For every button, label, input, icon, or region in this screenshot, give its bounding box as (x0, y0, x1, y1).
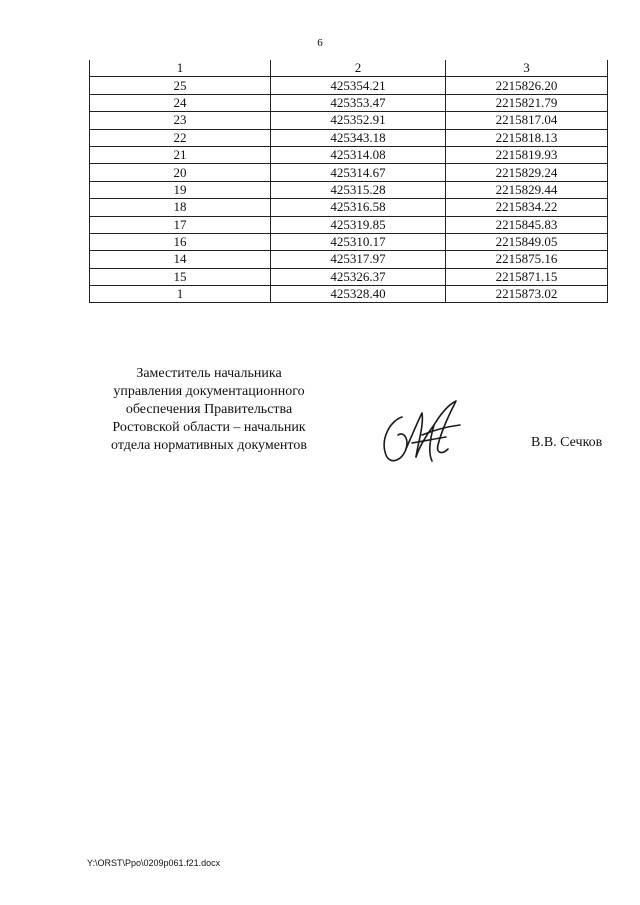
position-line: обеспечения Правительства (125, 402, 293, 417)
point-number-cell: 25 (90, 77, 271, 94)
point-number-cell: 16 (90, 233, 271, 250)
table-row (90, 233, 608, 250)
y-coordinate-cell: 2215817.04 (446, 112, 608, 129)
point-number-cell: 17 (90, 216, 271, 233)
signatory-position (84, 365, 334, 455)
x-coordinate-cell: 425314.67 (271, 164, 446, 181)
table-row (90, 94, 608, 111)
point-number-cell: 14 (90, 251, 271, 268)
x-coordinate-cell: 425328.40 (271, 286, 446, 303)
x-coordinate-cell: 425352.91 (271, 112, 446, 129)
table-row (90, 181, 608, 198)
column-header: 3 (446, 60, 608, 77)
table-row (90, 199, 608, 216)
table-row (90, 251, 608, 268)
signer-name: В.В. Сечков (531, 435, 603, 450)
x-coordinate-cell: 425343.18 (271, 129, 446, 146)
point-number-cell: 23 (90, 112, 271, 129)
table-row (90, 286, 608, 303)
x-coordinate-cell: 425317.97 (271, 251, 446, 268)
handwritten-signature (372, 395, 472, 470)
point-number-cell: 19 (90, 181, 271, 198)
y-coordinate-cell: 2215849.05 (446, 233, 608, 250)
point-number-cell: 18 (90, 199, 271, 216)
file-path-footer: Y:\ORST\Ppo\0209p061.f21.docx (87, 858, 221, 868)
x-coordinate-cell: 425353.47 (271, 94, 446, 111)
table-row (90, 164, 608, 181)
table-row (90, 129, 608, 146)
column-header: 1 (90, 60, 271, 77)
y-coordinate-cell: 2215834.22 (446, 199, 608, 216)
table-header-row (90, 60, 608, 77)
x-coordinate-cell: 425314.08 (271, 146, 446, 163)
x-coordinate-cell: 425354.21 (271, 77, 446, 94)
point-number-cell: 21 (90, 146, 271, 163)
table-row (90, 268, 608, 285)
position-line: Заместитель начальника (136, 366, 282, 381)
table-row (90, 77, 608, 94)
x-coordinate-cell: 425319.85 (271, 216, 446, 233)
page-number: 6 (317, 37, 323, 49)
point-number-cell: 15 (90, 268, 271, 285)
y-coordinate-cell: 2215819.93 (446, 146, 608, 163)
point-number-cell: 22 (90, 129, 271, 146)
position-line: управления документационного (113, 384, 305, 399)
point-number-cell: 1 (90, 286, 271, 303)
y-coordinate-cell: 2215818.13 (446, 129, 608, 146)
y-coordinate-cell: 2215829.44 (446, 181, 608, 198)
position-line: отдела нормативных документов (111, 438, 307, 453)
y-coordinate-cell: 2215875.16 (446, 251, 608, 268)
x-coordinate-cell: 425316.58 (271, 199, 446, 216)
y-coordinate-cell: 2215871.15 (446, 268, 608, 285)
table-row (90, 146, 608, 163)
y-coordinate-cell: 2215873.02 (446, 286, 608, 303)
y-coordinate-cell: 2215826.20 (446, 77, 608, 94)
x-coordinate-cell: 425326.37 (271, 268, 446, 285)
coordinates-table (89, 60, 608, 303)
x-coordinate-cell: 425315.28 (271, 181, 446, 198)
x-coordinate-cell: 425310.17 (271, 233, 446, 250)
y-coordinate-cell: 2215821.79 (446, 94, 608, 111)
position-line: Ростовской области – начальник (112, 420, 306, 435)
point-number-cell: 24 (90, 94, 271, 111)
column-header: 2 (271, 60, 446, 77)
point-number-cell: 20 (90, 164, 271, 181)
y-coordinate-cell: 2215845.83 (446, 216, 608, 233)
table-row (90, 216, 608, 233)
table-row (90, 112, 608, 129)
y-coordinate-cell: 2215829.24 (446, 164, 608, 181)
